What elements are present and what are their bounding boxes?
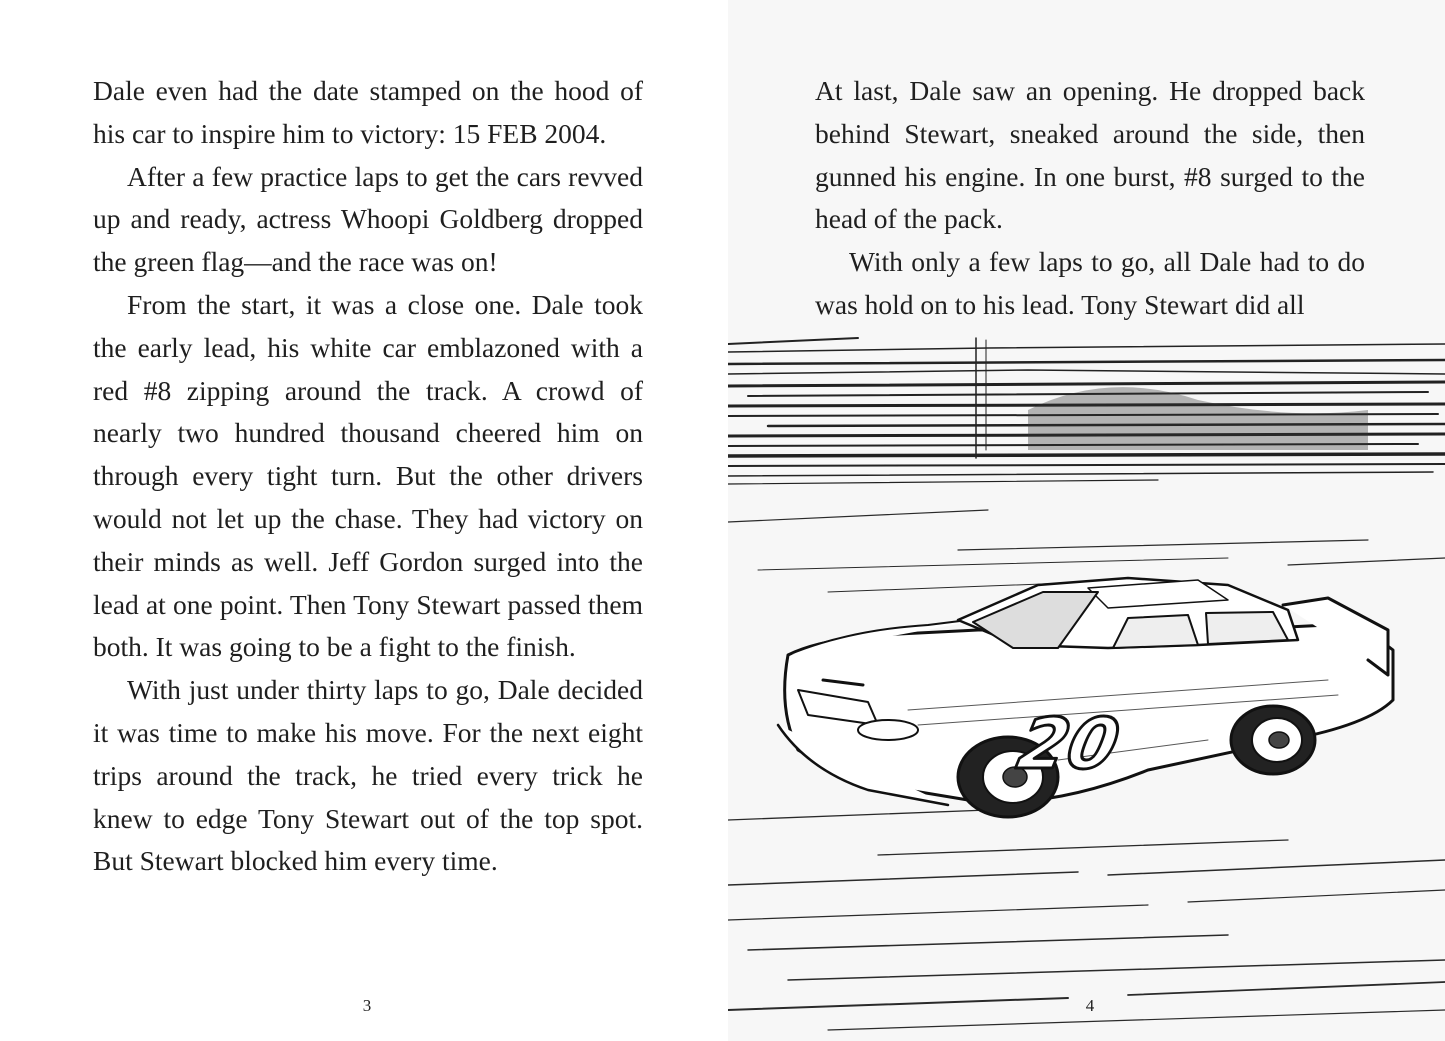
car-number: 20 [1011, 702, 1127, 785]
paragraph: With just under thirty laps to go, Dale decided it was time to make his move. For the next eight trips around the track, he tried every trick he knew to edge Tony Stewart out of the top spot. But Stewart blocked him every time. [93, 674, 643, 877]
stand-shadow [1028, 387, 1368, 450]
race-car [778, 578, 1393, 817]
race-car-illustration [728, 330, 1445, 1041]
page-number: 4 [1085, 996, 1095, 1015]
paragraph: After a few practice laps to get the cars revved up and ready, actress Whoopi Goldberg dropped the green flag—and the race was on! [93, 160, 643, 278]
paragraph: Dale even had the date stamped on the hood of his car to inspire him to victory: 15 FEB 2004. [93, 75, 643, 149]
left-page-text [93, 70, 643, 883]
page-number: 3 [362, 996, 372, 1015]
paragraph: With only a few laps to go, all Dale had to do was hold on to his lead. Tony Stewart did all [815, 246, 1365, 320]
paragraph: At last, Dale saw an opening. He dropped back behind Stewart, sneaked around the side, then gunned his engine. In one burst, #8 surged to the head of the pack. [815, 75, 1365, 235]
right-page [728, 0, 1445, 1041]
paragraph: From the start, it was a close one. Dale took the early lead, his white car emblazoned with a red #8 zipping around the track. A crowd of nearly two hundred thousand cheered him on through every tight turn. But the other drivers would not let up the chase. They had victory on their minds as well. Jeff Gordon surged into the lead at one point. Then Tony Stewart passed them both. It was going to be a fight to the finish. [93, 288, 643, 663]
right-page-text [815, 70, 1365, 327]
